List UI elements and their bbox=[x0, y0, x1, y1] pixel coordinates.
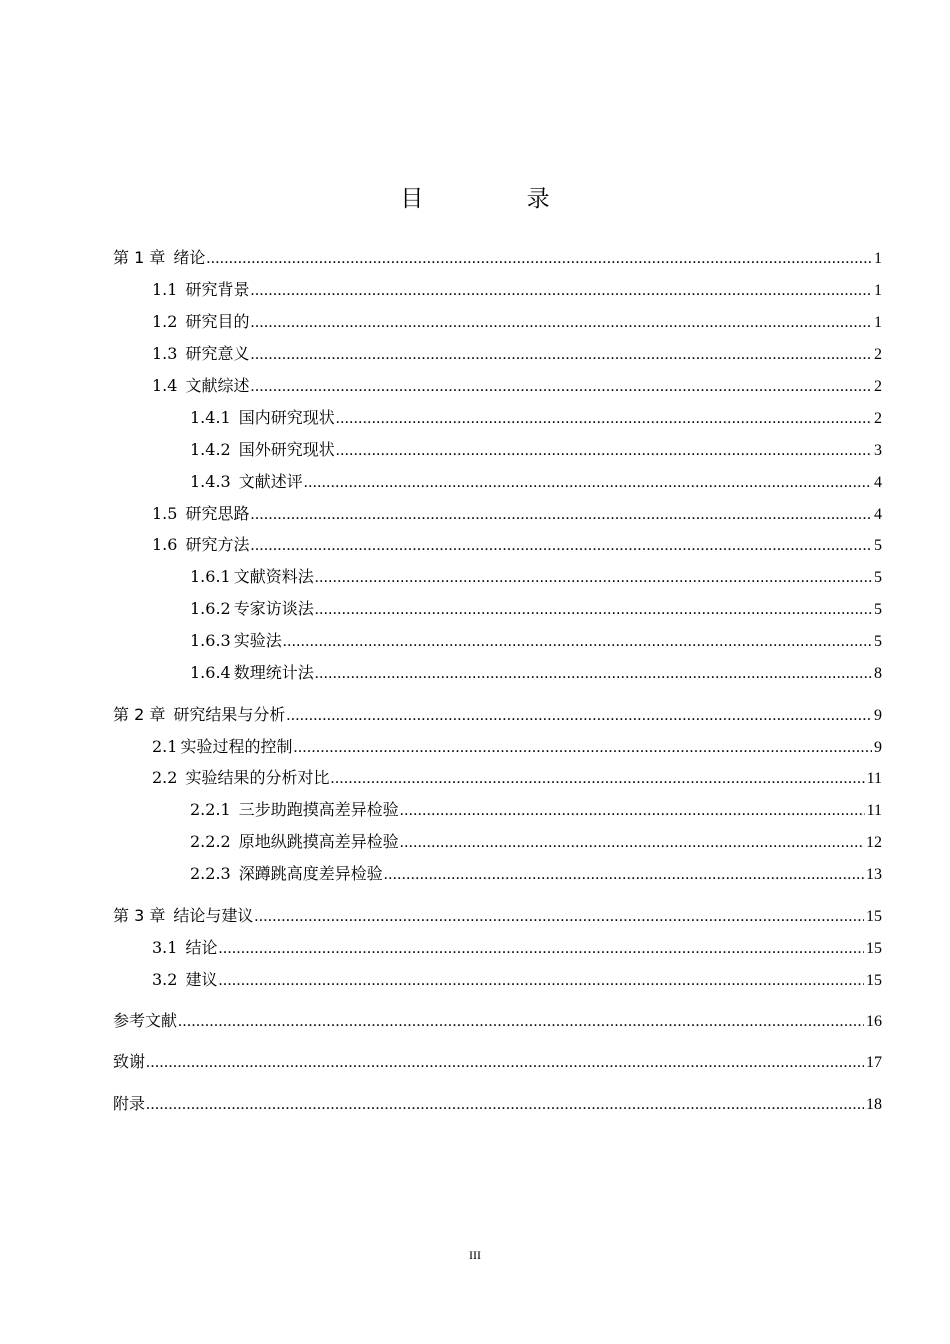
toc-entry-label: 国外研究现状 bbox=[238, 440, 335, 459]
toc-entry-number: 1.4 bbox=[152, 376, 178, 395]
toc-entry-number: 1.2 bbox=[152, 312, 178, 331]
toc-entry-number: 1.6.1 bbox=[190, 567, 231, 586]
toc-leader-dots bbox=[146, 1051, 864, 1075]
toc-entry-number: 1.4.2 bbox=[190, 440, 231, 459]
toc-entry-page: 4 bbox=[874, 474, 882, 491]
toc-entry-label: 附录 bbox=[113, 1094, 146, 1113]
toc-entry-number: 3.1 bbox=[152, 938, 178, 957]
toc-entry-label: 研究方法 bbox=[185, 535, 250, 554]
toc-leader-dots bbox=[304, 471, 872, 495]
toc-entry-page: 15 bbox=[866, 972, 882, 989]
toc-entry-page: 15 bbox=[866, 940, 882, 957]
toc-entry[interactable] bbox=[152, 968, 882, 993]
toc-entry-label: 研究意义 bbox=[185, 344, 250, 363]
toc-entry[interactable] bbox=[113, 246, 882, 271]
toc-entry[interactable] bbox=[190, 661, 882, 686]
toc-entry-label: 文献综述 bbox=[185, 376, 250, 395]
toc-entry-number: 1.6.2 bbox=[190, 599, 231, 618]
toc-entry-page: 5 bbox=[874, 601, 882, 618]
toc-entry-page: 9 bbox=[874, 739, 882, 756]
toc-entry[interactable] bbox=[190, 406, 882, 431]
toc-leader-dots bbox=[400, 799, 865, 823]
toc-entry-number: 2.2.3 bbox=[190, 864, 231, 883]
toc-entry[interactable] bbox=[190, 862, 882, 887]
toc-leader-dots bbox=[336, 407, 872, 431]
toc-entry[interactable] bbox=[190, 565, 882, 590]
toc-entry-page: 5 bbox=[874, 569, 882, 586]
toc-entry-page: 9 bbox=[874, 707, 882, 724]
toc-entry-page: 5 bbox=[874, 537, 882, 554]
toc-entry-label: 实验结果的分析对比 bbox=[185, 768, 330, 787]
toc-entry-label: 致谢 bbox=[113, 1052, 146, 1071]
toc-entry-page: 11 bbox=[866, 770, 882, 787]
toc-entry[interactable] bbox=[152, 533, 882, 558]
toc-entry-number: 1.5 bbox=[152, 504, 178, 523]
toc-leader-dots bbox=[254, 905, 864, 929]
toc-entry-label: 实验法 bbox=[233, 631, 282, 650]
toc-entry-number: 1.4.1 bbox=[190, 408, 231, 427]
toc-entry-number: 第 2 章 bbox=[113, 705, 166, 724]
toc-entry[interactable] bbox=[113, 1050, 882, 1075]
toc-leader-dots bbox=[250, 375, 872, 399]
toc-leader-dots bbox=[283, 630, 872, 654]
toc-entry-label: 参考文献 bbox=[113, 1011, 178, 1030]
toc-leader-dots bbox=[400, 831, 864, 855]
toc-entry-label: 文献资料法 bbox=[233, 567, 314, 586]
toc-entry-page: 1 bbox=[874, 282, 882, 299]
toc-leader-dots bbox=[315, 598, 872, 622]
toc-entry-label: 实验过程的控制 bbox=[180, 737, 293, 756]
toc-entry-label: 研究思路 bbox=[185, 504, 250, 523]
toc-entry-label: 结论与建议 bbox=[173, 906, 254, 925]
toc-leader-dots bbox=[250, 279, 872, 303]
toc-entry[interactable] bbox=[190, 629, 882, 654]
toc-leader-dots bbox=[286, 704, 872, 728]
toc-entry-label: 国内研究现状 bbox=[238, 408, 335, 427]
toc-entry-number: 1.6.4 bbox=[190, 663, 231, 682]
toc-entry-label: 研究目的 bbox=[185, 312, 250, 331]
toc-leader-dots bbox=[178, 1010, 864, 1034]
toc-entry-number: 1.1 bbox=[152, 280, 178, 299]
toc-entry-page: 17 bbox=[866, 1054, 882, 1071]
toc-entry-page: 2 bbox=[874, 378, 882, 395]
toc-entry[interactable] bbox=[152, 502, 882, 527]
toc-leader-dots bbox=[206, 247, 872, 271]
toc-entry-page: 8 bbox=[874, 665, 882, 682]
toc-leader-dots bbox=[250, 311, 872, 335]
toc-entry-label: 研究结果与分析 bbox=[173, 705, 286, 724]
toc-entry-label: 结论 bbox=[185, 938, 218, 957]
toc-entry-page: 15 bbox=[866, 908, 882, 925]
toc-entry-number: 1.3 bbox=[152, 344, 178, 363]
toc-entry-page: 1 bbox=[874, 314, 882, 331]
toc-leader-dots bbox=[250, 534, 872, 558]
toc-entry[interactable] bbox=[152, 374, 882, 399]
toc-entry-page: 1 bbox=[874, 250, 882, 267]
toc-leader-dots bbox=[315, 566, 872, 590]
toc-entry-page: 16 bbox=[866, 1013, 882, 1030]
toc-leader-dots bbox=[330, 767, 864, 791]
toc-entry-number: 1.4.3 bbox=[190, 472, 231, 491]
toc-leader-dots bbox=[250, 503, 872, 527]
toc-leader-dots bbox=[146, 1093, 864, 1117]
toc-entry[interactable] bbox=[152, 278, 882, 303]
toc-entry[interactable] bbox=[190, 438, 882, 463]
toc-entry-label: 绪论 bbox=[173, 248, 206, 267]
toc-entry[interactable] bbox=[152, 342, 882, 367]
toc-entry-number: 3.2 bbox=[152, 970, 178, 989]
toc-leader-dots bbox=[315, 662, 872, 686]
toc-entry-page: 5 bbox=[874, 633, 882, 650]
page-title: 目 录 bbox=[400, 186, 598, 212]
toc-entry-page: 2 bbox=[874, 410, 882, 427]
toc-leader-dots bbox=[218, 937, 864, 961]
toc-entry[interactable] bbox=[190, 798, 882, 823]
toc-entry[interactable] bbox=[152, 936, 882, 961]
toc-leader-dots bbox=[293, 736, 872, 760]
toc-entry-number: 1.6 bbox=[152, 535, 178, 554]
toc-entry[interactable] bbox=[113, 1092, 882, 1117]
toc-entry-label: 数理统计法 bbox=[233, 663, 314, 682]
toc-entry-page: 2 bbox=[874, 346, 882, 363]
toc-entry-page: 13 bbox=[866, 866, 882, 883]
toc-entry-number: 第 3 章 bbox=[113, 906, 166, 925]
toc-entry[interactable] bbox=[152, 310, 882, 335]
toc-entry-label: 研究背景 bbox=[185, 280, 250, 299]
toc-entry-label: 文献述评 bbox=[238, 472, 303, 491]
toc-entry[interactable] bbox=[152, 735, 882, 760]
toc-entry-label: 深蹲跳高度差异检验 bbox=[238, 864, 383, 883]
page-number-footer: III bbox=[469, 1248, 481, 1262]
toc-entry-number: 2.2 bbox=[152, 768, 178, 787]
toc-entry-label: 原地纵跳摸高差异检验 bbox=[238, 832, 399, 851]
toc-entry-page: 4 bbox=[874, 506, 882, 523]
toc-entry[interactable] bbox=[152, 766, 882, 791]
toc-entry-page: 12 bbox=[866, 834, 882, 851]
toc-entry[interactable] bbox=[190, 470, 882, 495]
toc-entry-label: 专家访谈法 bbox=[233, 599, 314, 618]
toc-entry-page: 3 bbox=[874, 442, 882, 459]
toc-entry-label: 建议 bbox=[185, 970, 218, 989]
toc-entry-number: 2.1 bbox=[152, 737, 178, 756]
toc-entry-label: 三步助跑摸高差异检验 bbox=[238, 800, 399, 819]
toc-leader-dots bbox=[336, 439, 872, 463]
toc-entry[interactable] bbox=[113, 1009, 882, 1034]
toc-entry[interactable] bbox=[113, 703, 882, 728]
toc-entry[interactable] bbox=[113, 904, 882, 929]
toc-leader-dots bbox=[218, 969, 864, 993]
toc-entry[interactable] bbox=[190, 830, 882, 855]
toc-leader-dots bbox=[250, 343, 872, 367]
toc-entry-number: 2.2.2 bbox=[190, 832, 231, 851]
toc-leader-dots bbox=[384, 863, 864, 887]
toc-entry-number: 1.6.3 bbox=[190, 631, 231, 650]
toc-entry-page: 18 bbox=[866, 1096, 882, 1113]
toc-entry-page: 11 bbox=[866, 802, 882, 819]
toc-entry-number: 第 1 章 bbox=[113, 248, 166, 267]
toc-entry[interactable] bbox=[190, 597, 882, 622]
toc-entry-number: 2.2.1 bbox=[190, 800, 231, 819]
